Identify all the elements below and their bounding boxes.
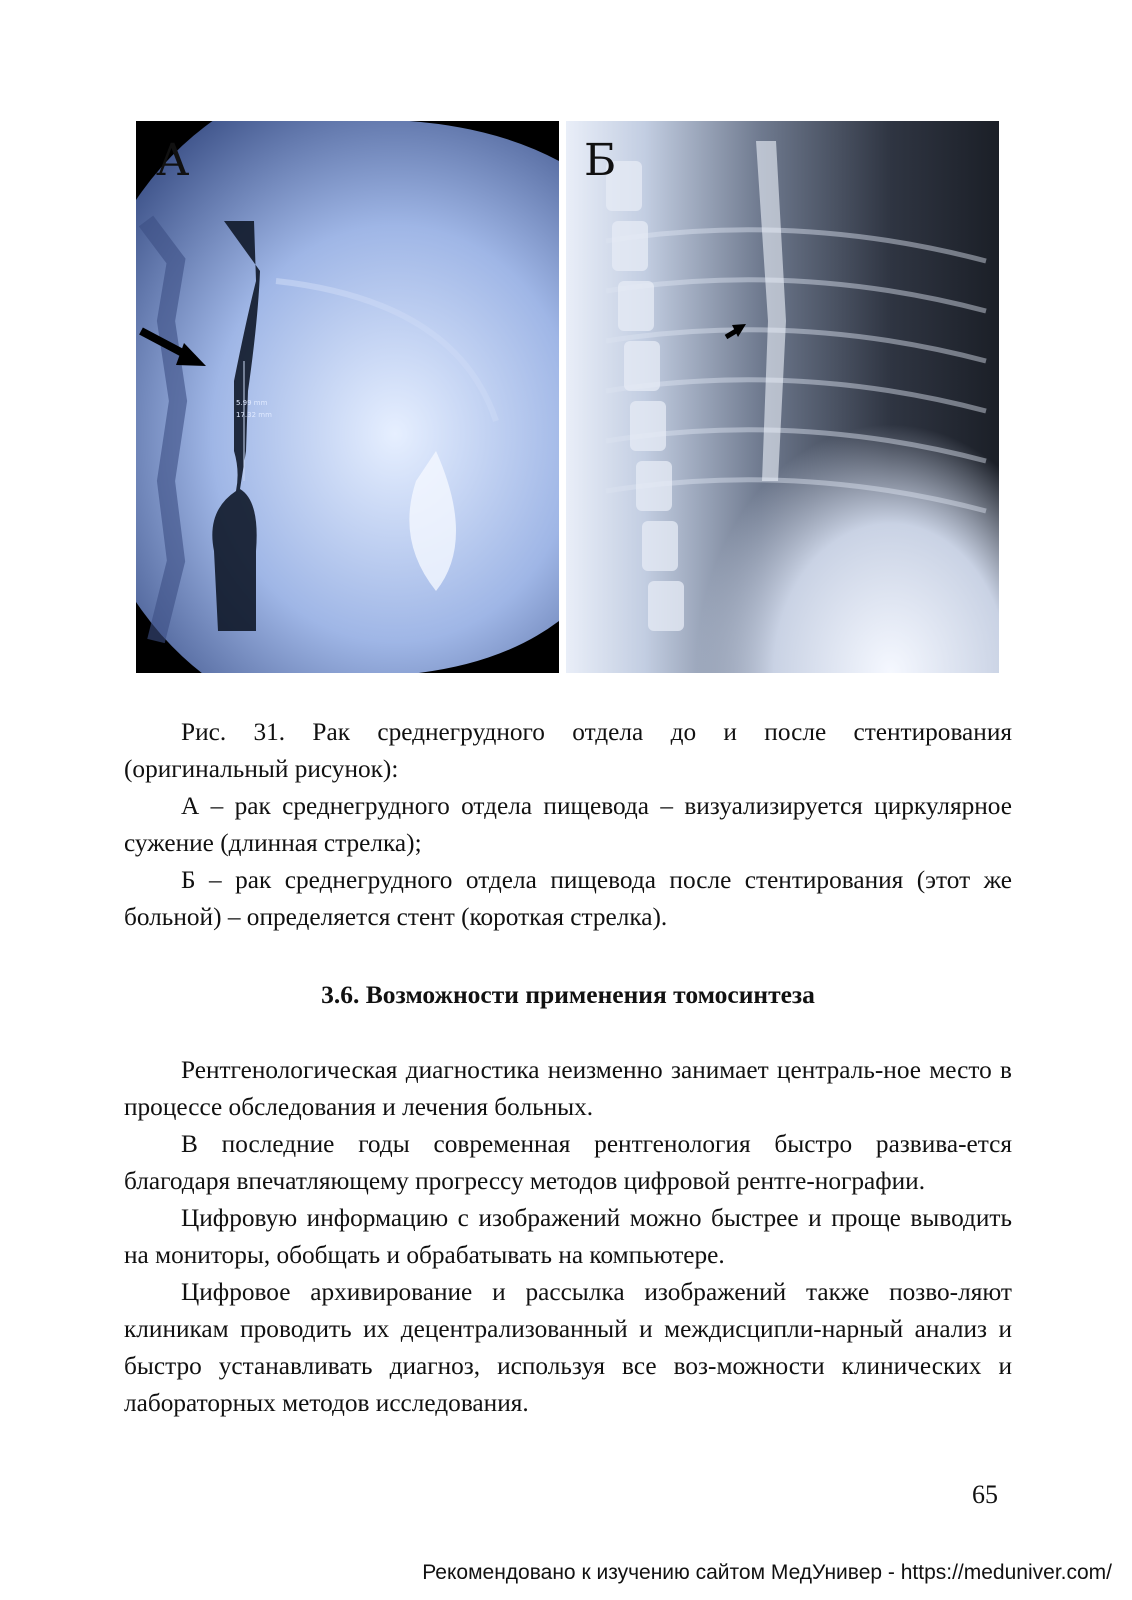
fluoroscopy-image bbox=[136, 121, 559, 673]
xray-panel-a bbox=[136, 121, 559, 673]
chest-xray-image bbox=[566, 121, 999, 673]
paragraph: В последние годы современная рентгенология быстро развива-ется благодаря впечатляющему прогрессу методов цифровой рентге-нографии. bbox=[124, 1130, 1012, 1195]
figure-31 bbox=[136, 121, 999, 673]
footer-link[interactable]: Рекомендовано к изучению сайтом МедУнивер - https://meduniver.com/ bbox=[422, 1561, 1112, 1584]
measurement-label: 5.99 mm bbox=[236, 399, 268, 407]
measurement-label: 17.32 mm bbox=[236, 411, 272, 419]
panel-label-b: Б bbox=[584, 135, 617, 186]
panel-label-a: А bbox=[156, 135, 190, 186]
caption-line: А – рак среднегрудного отдела пищевода – визуализируется циркулярное сужение (длинная стрелка); bbox=[124, 792, 1012, 857]
paragraph: Рентгенологическая диагностика неизменно занимает централь-ное место в процессе обследования и лечения больных. bbox=[124, 1056, 1012, 1121]
figure-caption bbox=[124, 714, 1012, 936]
caption-line: Рис. 31. Рак среднегрудного отдела до и после стентирования (оригинальный рисунок): bbox=[124, 718, 1012, 783]
section-title: 3.6. Возможности применения томосинтеза bbox=[321, 980, 815, 1009]
body-text bbox=[124, 1052, 1012, 1422]
xray-panel-b bbox=[566, 121, 999, 673]
paragraph: Цифровую информацию с изображений можно быстрее и проще выводить на мониторы, обобщать и обрабатывать на компьютере. bbox=[124, 1204, 1012, 1269]
caption-line: Б – рак среднегрудного отдела пищевода после стентирования (этот же больной) – определяется стент (короткая стрелка). bbox=[124, 866, 1012, 931]
page-number: 65 bbox=[972, 1480, 998, 1509]
paragraph: Цифровое архивирование и рассылка изображений также позво-ляют клиникам проводить их децентрализованный и междисципли-нарный анализ и быстро устанавливать диагноз, используя все воз-можности клинических и лабораторных методов исследования. bbox=[124, 1278, 1012, 1417]
